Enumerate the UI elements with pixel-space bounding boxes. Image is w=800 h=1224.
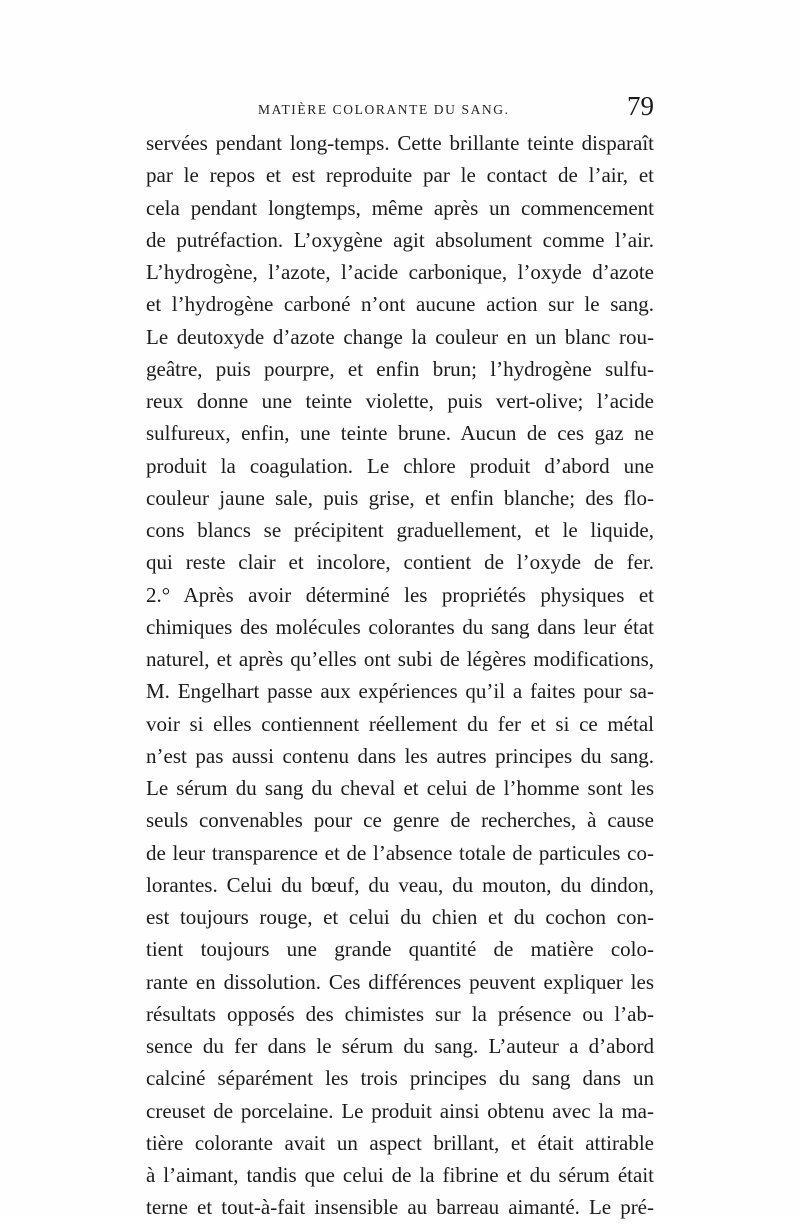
text-line: L’hydrogène, l’azote, l’acide carbonique, l’oxyde d’azote xyxy=(146,260,654,284)
text-line: produit la coagulation. Le chlore produit d’abord une xyxy=(146,453,654,478)
text-line: cons blancs se précipitent graduellement, et le liquide, xyxy=(146,518,654,542)
text-line: chimiques des molécules colorantes du sang dans leur état xyxy=(146,614,654,639)
text-line: tière colorante avait un aspect brillant, et était attirable xyxy=(146,1130,654,1155)
text-line: de putréfaction. L’oxygène agit absolument comme l’air. xyxy=(146,227,654,252)
text-line: de leur transparence et de l’absence totale de particules co- xyxy=(146,840,654,865)
text-line: sence du fer dans le sérum du sang. L’auteur a d’abord xyxy=(146,1034,654,1058)
text-line: sulfureux, enfin, une teinte brune. Aucun de ces gaz ne xyxy=(146,421,654,446)
text-line: lorantes. Celui du bœuf, du veau, du mouton, du dindon, xyxy=(146,872,654,897)
text-line: Le deutoxyde d’azote change la couleur en un blanc rou- xyxy=(146,324,654,349)
text-line: 2.° Après avoir déterminé les propriétés physiques et xyxy=(146,582,654,607)
text-line: Le sérum du sang du cheval et celui de l’homme sont les xyxy=(146,776,654,800)
text-line: voir si elles contiennent réellement du fer et si ce métal xyxy=(146,711,654,736)
text-line: M. Engelhart passe aux expériences qu’il a faites pour sa- xyxy=(146,679,654,704)
text-line: par le repos et est reproduite par le contact de l’air, et xyxy=(146,163,654,188)
text-line: naturel, et après qu’elles ont subi de légères modifications, xyxy=(146,647,654,671)
text-line: seuls convenables pour ce genre de recherches, à cause xyxy=(146,808,654,833)
text-line: terne et tout-à-fait insensible au barreau aimanté. Le pré- xyxy=(146,1195,654,1220)
page-number: 79 xyxy=(627,91,654,121)
text-line: rante en dissolution. Ces différences peuvent expliquer les xyxy=(146,969,654,994)
text-line: est toujours rouge, et celui du chien et du cochon con- xyxy=(146,905,654,929)
running-title: MATIÈRE COLORANTE DU SANG. xyxy=(258,102,510,117)
body-text xyxy=(146,127,654,1224)
text-line: à l’aimant, tandis que celui de la fibrine et du sérum était xyxy=(146,1163,654,1187)
text-line: cela pendant longtemps, même après un commencement xyxy=(146,195,654,220)
text-line: n’est pas aussi contenu dans les autres principes du sang. xyxy=(146,743,654,768)
text-line: couleur jaune sale, puis grise, et enfin blanche; des flo- xyxy=(146,485,654,510)
text-line: qui reste clair et incolore, contient de l’oxyde de fer. xyxy=(146,550,654,575)
running-head xyxy=(146,92,654,126)
text-line: calciné séparément les trois principes du sang dans un xyxy=(146,1066,654,1091)
text-line: reux donne une teinte violette, puis vert-olive; l’acide xyxy=(146,389,654,413)
text-line: et l’hydrogène carboné n’ont aucune action sur le sang. xyxy=(146,292,654,317)
text-line: résultats opposés des chimistes sur la présence ou l’ab- xyxy=(146,1001,654,1026)
text-line: tient toujours une grande quantité de matière colo- xyxy=(146,937,654,962)
text-line: servées pendant long-temps. Cette brillante teinte disparaît xyxy=(146,131,654,155)
text-line: creuset de porcelaine. Le produit ainsi obtenu avec la ma- xyxy=(146,1098,654,1123)
text-line: geâtre, puis pourpre, et enfin brun; l’hydrogène sulfu- xyxy=(146,356,654,381)
